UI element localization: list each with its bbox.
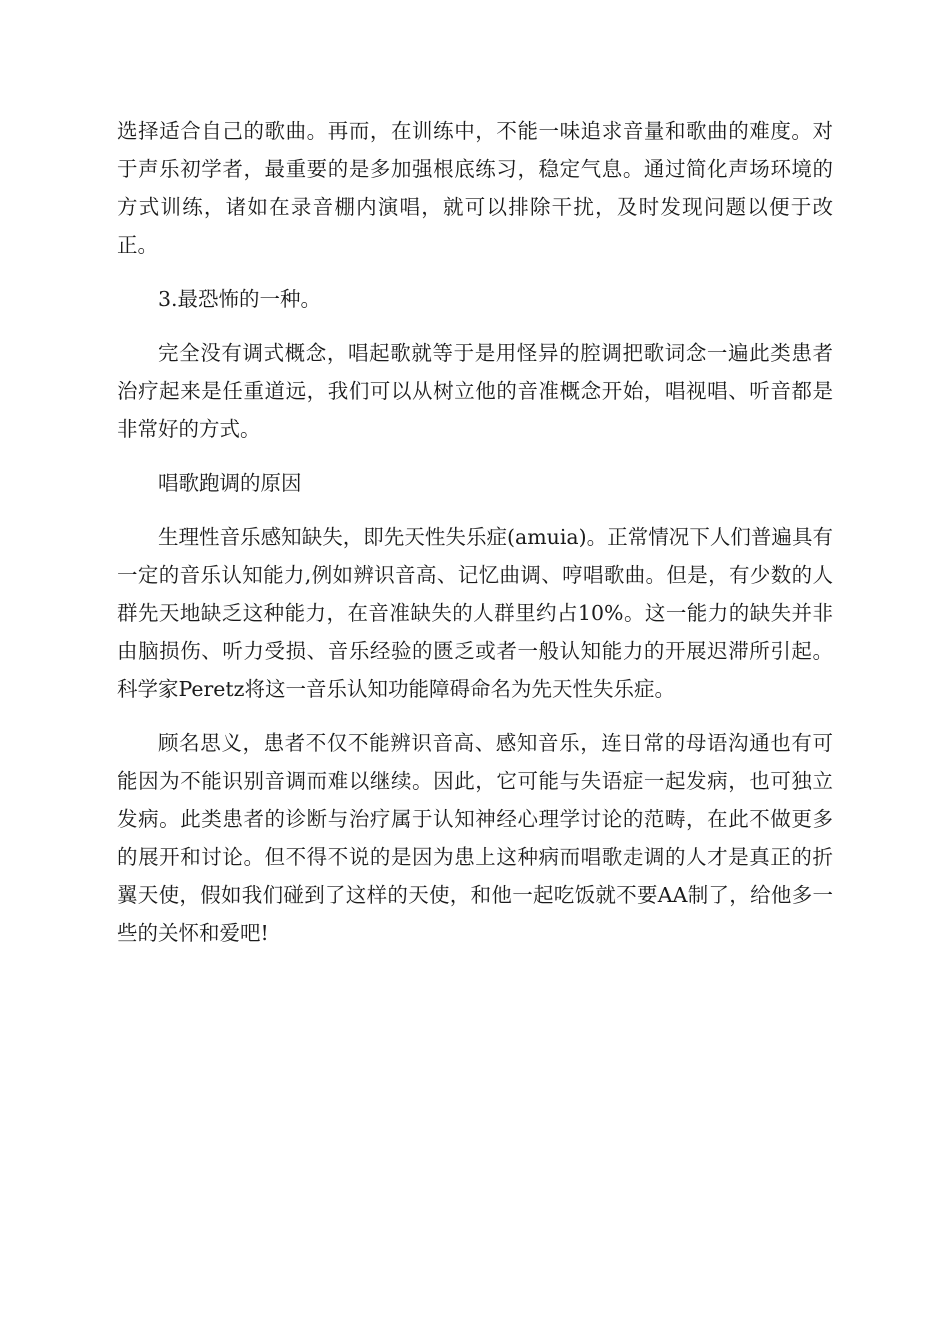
paragraph-congenital-amusia: 生理性音乐感知缺失，即先天性失乐症(amuia)。正常情况下人们普遍具有一定的音乐认知能力,例如辨识音高、记忆曲调、哼唱歌曲。但是，有少数的人群先天地缺乏这种能力，在音准缺失的人群里约占10%。这一能力的缺失并非由脑损伤、听力受损、音乐经验的匮乏或者一般认知能力的开展迟滞所引起。科学家Peretz将这一音乐认知功能障碍命名为先天性失乐症。: [117, 525, 833, 701]
paragraph-no-mode-concept: 完全没有调式概念，唱起歌就等于是用怪异的腔调把歌词念一遍此类患者治疗起来是任重道远，我们可以从树立他的音准概念开始，唱视唱、听音都是非常好的方式。: [117, 341, 833, 441]
section-heading-causes: 唱歌跑调的原因: [158, 471, 302, 495]
paragraph-continued-song-choice: 选择适合自己的歌曲。再而，在训练中，不能一味追求音量和歌曲的难度。对于声乐初学者，最重要的是多加强根底练习，稳定气息。通过简化声场环境的方式训练，诸如在录音棚内演唱，就可以排除干扰，及时发现问题以便于改正。: [117, 119, 833, 257]
paragraph-item-3-heading: 3.最恐怖的一种。: [158, 287, 322, 311]
document-body: [117, 112, 833, 968]
paragraph-patients-description: 顾名思义，患者不仅不能辨识音高、感知音乐，连日常的母语沟通也有可能因为不能识别音调而难以继续。因此，它可能与失语症一起发病，也可独立发病。此类患者的诊断与治疗属于认知神经心理学讨论的范畴，在此不做更多的展开和讨论。但不得不说的是因为患上这种病而唱歌走调的人才是真正的折翼天使，假如我们碰到了这样的天使，和他一起吃饭就不要AA制了，给他多一些的关怀和爱吧!: [117, 731, 833, 945]
